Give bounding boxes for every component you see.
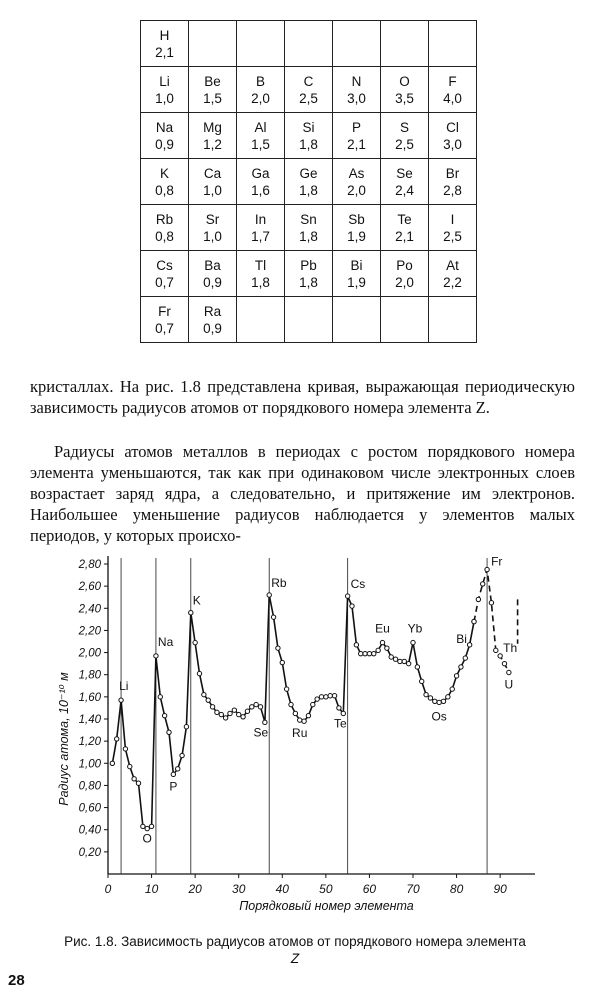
- data-point: [250, 705, 254, 709]
- figure-caption: [60, 933, 530, 967]
- data-point: [459, 665, 463, 669]
- x-tick-label: 10: [144, 882, 159, 896]
- element-label: O: [142, 831, 152, 846]
- element-cell: [285, 67, 333, 113]
- electronegativity-value: 1,6: [251, 182, 270, 198]
- element-symbol: H: [159, 27, 170, 43]
- data-point: [136, 781, 140, 785]
- element-symbol: Ba: [204, 257, 221, 273]
- y-axis-label: Радиус атома, 10⁻¹⁰ м: [57, 672, 71, 806]
- data-point: [128, 764, 132, 768]
- data-point: [324, 695, 328, 699]
- x-tick-label: 20: [188, 882, 202, 896]
- element-label: Bi: [456, 631, 467, 646]
- data-point: [271, 615, 275, 619]
- element-symbol: Na: [155, 119, 174, 135]
- data-point: [306, 713, 310, 717]
- element-symbol: Pb: [300, 257, 317, 273]
- data-point: [472, 619, 476, 623]
- empty-cell: [285, 21, 333, 67]
- data-point: [481, 582, 485, 586]
- data-point: [280, 660, 284, 664]
- data-point: [350, 604, 354, 608]
- electronegativity-value: 0,9: [203, 274, 222, 290]
- electronegativity-value: 0,9: [155, 136, 174, 152]
- data-point: [171, 772, 175, 776]
- data-point: [367, 651, 371, 655]
- data-point: [184, 725, 188, 729]
- electronegativity-value: 2,1: [395, 228, 414, 244]
- electronegativity-value: 1,2: [203, 136, 222, 152]
- element-cell: [333, 251, 381, 297]
- electronegativity-value: 1,5: [251, 136, 270, 152]
- table-row: [141, 113, 477, 159]
- element-symbol: Tl: [254, 257, 267, 273]
- electronegativity-table: [140, 20, 477, 343]
- x-tick-label: 30: [232, 882, 246, 896]
- data-point: [237, 712, 241, 716]
- data-point: [411, 640, 415, 644]
- electronegativity-value: 2,5: [299, 90, 318, 106]
- data-point: [507, 670, 511, 674]
- element-cell: [285, 251, 333, 297]
- element-symbol: Cs: [156, 257, 173, 273]
- data-point: [328, 694, 332, 698]
- electronegativity-value: 2,5: [443, 228, 462, 244]
- element-cell: [429, 251, 477, 297]
- element-label: Os: [431, 709, 447, 724]
- element-label: Eu: [375, 621, 390, 636]
- electronegativity-value: 3,5: [395, 90, 414, 106]
- element-cell: [189, 205, 237, 251]
- electronegativity-value: 4,0: [443, 90, 462, 106]
- y-tick-label: 2,20: [78, 625, 101, 638]
- data-point: [441, 699, 445, 703]
- element-cell: [141, 297, 189, 343]
- element-label: Te: [333, 716, 347, 731]
- element-cell: [429, 113, 477, 159]
- element-symbol: S: [399, 119, 409, 135]
- element-cell: [333, 113, 381, 159]
- x-tick-label: 80: [449, 882, 464, 896]
- element-cell: [285, 205, 333, 251]
- electronegativity-table-body: [141, 21, 477, 343]
- empty-cell: [237, 21, 285, 67]
- data-point: [393, 657, 397, 661]
- electronegativity-value: 0,8: [155, 182, 174, 198]
- electronegativity-value: 1,8: [299, 228, 318, 244]
- data-point: [141, 824, 145, 828]
- element-cell: [141, 205, 189, 251]
- electronegativity-value: 1,9: [347, 274, 366, 290]
- data-point: [337, 706, 341, 710]
- element-symbol: Cl: [446, 119, 459, 135]
- data-point: [158, 695, 162, 699]
- element-symbol: In: [254, 211, 267, 227]
- y-tick-label: 0,60: [78, 802, 101, 815]
- data-point: [463, 656, 467, 660]
- element-symbol: O: [399, 73, 410, 89]
- electronegativity-value: 1,8: [251, 274, 270, 290]
- data-point: [223, 716, 227, 720]
- element-cell: [333, 159, 381, 205]
- element-symbol: N: [351, 73, 362, 89]
- data-point: [406, 661, 410, 665]
- y-tick-label: 2,00: [78, 647, 101, 660]
- electronegativity-value: 1,8: [299, 136, 318, 152]
- data-point: [359, 651, 363, 655]
- x-tick-label: 50: [319, 882, 333, 896]
- data-point: [433, 699, 437, 703]
- data-point: [467, 643, 471, 647]
- data-point: [494, 648, 498, 652]
- data-point: [345, 594, 349, 598]
- element-symbol: As: [348, 165, 365, 181]
- paragraph-2: Радиусы атомов металлов в периодах с ростом порядкового номера элемента уменьшаются, так как при одинаковом числе электронных слоев возрастает заряд ядра, а следовательно, и притяжение им электронов. Наибольшее уменьшение радиусов наблюдается у элементов малых периодов, у которых происхо-: [30, 442, 575, 545]
- electronegativity-value: 1,0: [203, 228, 222, 244]
- table-row: [141, 205, 477, 251]
- element-cell: [189, 251, 237, 297]
- electronegativity-value: 0,7: [155, 274, 174, 290]
- data-point: [202, 692, 206, 696]
- data-point: [284, 687, 288, 691]
- data-point: [245, 709, 249, 713]
- empty-cell: [429, 21, 477, 67]
- element-symbol: Si: [302, 119, 315, 135]
- electronegativity-value: 1,5: [203, 90, 222, 106]
- electronegativity-value: 3,0: [443, 136, 462, 152]
- element-symbol: At: [446, 257, 459, 273]
- element-symbol: Rb: [155, 211, 174, 227]
- empty-cell: [333, 21, 381, 67]
- x-tick-label: 40: [275, 882, 289, 896]
- element-cell: [141, 251, 189, 297]
- data-point: [402, 659, 406, 663]
- element-label: K: [192, 593, 201, 608]
- y-tick-label: 2,60: [78, 581, 101, 594]
- data-point: [115, 737, 119, 741]
- data-point: [415, 665, 419, 669]
- series-line-dashed: [474, 570, 509, 673]
- element-label: U: [504, 677, 514, 692]
- data-point: [485, 567, 489, 571]
- table-row: [141, 251, 477, 297]
- data-point: [228, 711, 232, 715]
- data-point: [428, 696, 432, 700]
- electronegativity-value: 1,0: [203, 182, 222, 198]
- element-cell: [333, 205, 381, 251]
- data-point: [263, 720, 267, 724]
- data-point: [502, 661, 506, 665]
- electronegativity-value: 1,8: [299, 182, 318, 198]
- atomic-radius-chart: [0, 548, 600, 930]
- element-label: Yb: [407, 621, 423, 636]
- data-point: [293, 711, 297, 715]
- element-symbol: Li: [159, 73, 170, 89]
- element-label: Li: [119, 679, 129, 694]
- electronegativity-value: 1,0: [155, 90, 174, 106]
- element-label: P: [169, 779, 178, 794]
- electronegativity-value: 0,7: [155, 320, 174, 336]
- data-point: [123, 747, 127, 751]
- data-point: [372, 651, 376, 655]
- electronegativity-value: 0,9: [203, 320, 222, 336]
- data-point: [476, 597, 480, 601]
- element-cell: [141, 113, 189, 159]
- element-cell: [381, 159, 429, 205]
- data-point: [315, 697, 319, 701]
- electronegativity-value: 1,9: [347, 228, 366, 244]
- data-point: [289, 702, 293, 706]
- empty-cell: [285, 297, 333, 343]
- data-point: [341, 711, 345, 715]
- data-point: [446, 695, 450, 699]
- element-symbol: Ga: [251, 165, 270, 181]
- electronegativity-value: 2,0: [395, 274, 414, 290]
- element-cell: [189, 113, 237, 159]
- data-point: [258, 705, 262, 709]
- data-point: [197, 671, 201, 675]
- element-symbol: Ge: [299, 165, 318, 181]
- element-cell: [285, 113, 333, 159]
- element-cell: [285, 159, 333, 205]
- empty-cell: [381, 21, 429, 67]
- data-point: [424, 692, 428, 696]
- y-tick-label: 1,00: [78, 758, 101, 771]
- element-cell: [189, 297, 237, 343]
- empty-cell: [429, 297, 477, 343]
- element-symbol: Te: [397, 211, 412, 227]
- y-tick-label: 1,40: [78, 714, 101, 726]
- data-point: [132, 777, 136, 781]
- electronegativity-value: 0,8: [155, 228, 174, 244]
- y-tick-label: 1,80: [78, 669, 101, 682]
- element-symbol: Bi: [350, 257, 363, 273]
- empty-cell: [237, 297, 285, 343]
- y-tick-label: 2,80: [78, 559, 101, 571]
- data-point: [498, 654, 502, 658]
- data-point: [420, 679, 424, 683]
- data-point: [380, 640, 384, 644]
- data-point: [298, 718, 302, 722]
- element-label: Fr: [491, 554, 503, 569]
- y-tick-label: 2,40: [78, 603, 101, 616]
- data-point: [215, 710, 219, 714]
- data-point: [276, 646, 280, 650]
- data-point: [267, 593, 271, 597]
- table-row: [141, 67, 477, 113]
- electronegativity-value: 2,8: [443, 182, 462, 198]
- element-cell: [381, 113, 429, 159]
- page-number: 28: [8, 972, 25, 989]
- data-point: [180, 753, 184, 757]
- empty-cell: [333, 297, 381, 343]
- element-symbol: F: [448, 73, 457, 89]
- element-cell: [429, 205, 477, 251]
- element-cell: [237, 113, 285, 159]
- figure-caption-z: Z: [290, 951, 300, 966]
- element-cell: [429, 159, 477, 205]
- element-label: Rb: [271, 576, 287, 590]
- data-point: [110, 761, 114, 765]
- data-point: [398, 659, 402, 663]
- electronegativity-value: 2,0: [347, 182, 366, 198]
- element-symbol: Sn: [300, 211, 317, 227]
- element-cell: [333, 67, 381, 113]
- y-tick-label: 0,80: [78, 780, 101, 793]
- data-point: [385, 646, 389, 650]
- data-point: [241, 715, 245, 719]
- electronegativity-value: 3,0: [347, 90, 366, 106]
- element-symbol: Sr: [205, 211, 220, 227]
- data-point: [154, 654, 158, 658]
- element-symbol: Fr: [158, 303, 171, 319]
- data-point: [149, 824, 153, 828]
- element-cell: [237, 67, 285, 113]
- element-symbol: Ra: [203, 303, 222, 319]
- data-point: [119, 698, 123, 702]
- element-cell: [141, 159, 189, 205]
- x-tick-label: 60: [362, 882, 377, 896]
- element-symbol: Ca: [203, 165, 222, 181]
- element-symbol: B: [255, 73, 265, 89]
- data-point: [332, 694, 336, 698]
- data-point: [167, 730, 171, 734]
- element-cell: [189, 67, 237, 113]
- element-symbol: Po: [396, 257, 413, 273]
- element-label: Se: [253, 725, 269, 740]
- data-point: [363, 651, 367, 655]
- data-point: [206, 698, 210, 702]
- element-symbol: Al: [254, 119, 267, 135]
- x-axis-label: Порядковый номер элемента: [239, 899, 414, 913]
- element-symbol: Se: [396, 165, 413, 181]
- data-point: [319, 695, 323, 699]
- element-symbol: P: [351, 119, 361, 135]
- element-label: Cs: [350, 577, 366, 592]
- element-label: Ru: [292, 726, 308, 741]
- element-label: Na: [157, 634, 174, 649]
- element-symbol: Br: [445, 165, 460, 181]
- paragraph-1: кристаллах. На рис. 1.8 представлена кривая, выражающая периодическую зависимость радиусов атомов от порядкового номера элемента Z.: [30, 377, 575, 417]
- element-cell: [429, 67, 477, 113]
- element-symbol: Mg: [203, 119, 222, 135]
- data-point: [454, 674, 458, 678]
- element-symbol: K: [159, 165, 169, 181]
- element-cell: [381, 205, 429, 251]
- electronegativity-value: 2,1: [155, 44, 174, 60]
- data-point: [176, 767, 180, 771]
- data-point: [219, 712, 223, 716]
- x-tick-label: 70: [406, 882, 420, 896]
- data-point: [145, 826, 149, 830]
- element-cell: [141, 21, 189, 67]
- element-symbol: Sb: [348, 211, 365, 227]
- element-cell: [237, 205, 285, 251]
- data-point: [450, 687, 454, 691]
- y-tick-label: 0,40: [78, 824, 101, 837]
- x-tick-label: 0: [104, 882, 112, 896]
- data-point: [232, 708, 236, 712]
- element-cell: [381, 67, 429, 113]
- electronegativity-value: 2,1: [347, 136, 366, 152]
- element-symbol: C: [303, 73, 314, 89]
- electronegativity-value: 1,8: [299, 274, 318, 290]
- data-point: [311, 702, 315, 706]
- y-tick-label: 1,60: [78, 691, 101, 704]
- element-cell: [237, 159, 285, 205]
- data-point: [193, 640, 197, 644]
- electronegativity-value: 1,7: [251, 228, 270, 244]
- electronegativity-value: 2,0: [251, 90, 270, 106]
- data-point: [162, 713, 166, 717]
- data-point: [354, 643, 358, 647]
- electronegativity-value: 2,4: [395, 182, 414, 198]
- table-row: [141, 21, 477, 67]
- figure-caption-text: Рис. 1.8. Зависимость радиусов атомов от порядкового номера элемента: [64, 934, 526, 949]
- empty-cell: [381, 297, 429, 343]
- data-point: [254, 702, 258, 706]
- y-tick-label: 1,20: [78, 736, 101, 749]
- x-tick-label: 90: [493, 882, 507, 896]
- table-row: [141, 297, 477, 343]
- element-cell: [381, 251, 429, 297]
- element-cell: [141, 67, 189, 113]
- data-point: [302, 719, 306, 723]
- empty-cell: [189, 21, 237, 67]
- y-tick-label: 0,20: [78, 846, 101, 859]
- electronegativity-value: 2,2: [443, 274, 462, 290]
- table-row: [141, 159, 477, 205]
- element-cell: [189, 159, 237, 205]
- data-point: [376, 648, 380, 652]
- element-symbol: I: [450, 211, 455, 227]
- data-point: [489, 601, 493, 605]
- data-point: [437, 700, 441, 704]
- data-point: [389, 655, 393, 659]
- element-cell: [237, 251, 285, 297]
- element-symbol: Be: [204, 73, 221, 89]
- data-point: [210, 705, 214, 709]
- electronegativity-value: 2,5: [395, 136, 414, 152]
- element-label: Th: [503, 640, 518, 655]
- data-point: [189, 611, 193, 615]
